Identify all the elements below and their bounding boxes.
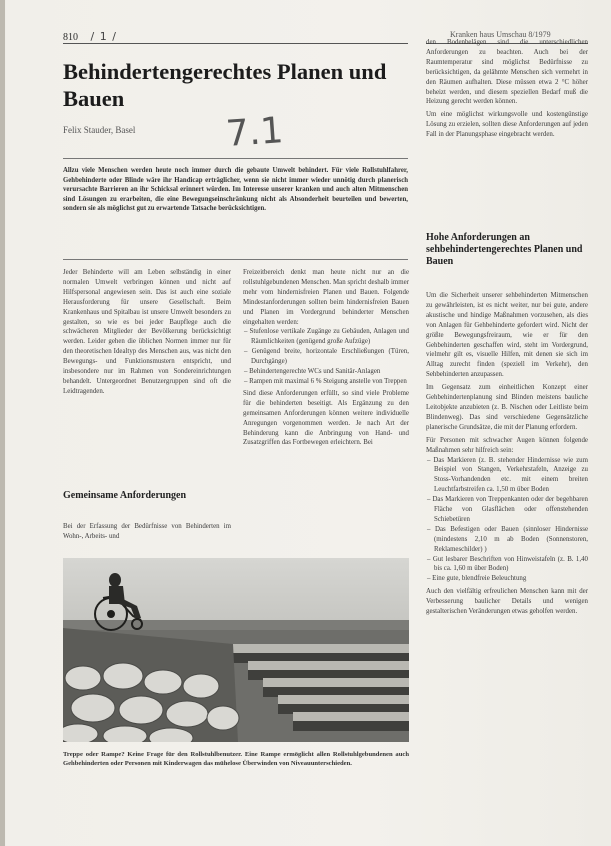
col3-measures-list (426, 456, 588, 585)
wheelchair-ramp-illustration (63, 558, 409, 742)
page-binding-edge (0, 0, 5, 846)
list-item: – Das Markieren (z. B. stehender Hindernisse wie zum Beispiel von Stangen, Verkehrstafeln, Anzeige zu Stoss-Vorhandenden etc. mit einem breiten Leuchtfarbstreifen ca. 1,50 m über Boden (427, 456, 588, 494)
section-heading-visually-impaired: Hohe Anforderungen an sehbehindertengerechtes Planen und Bauen (426, 232, 583, 267)
col3-intro-2: Um eine möglichst wirkungsvolle und kostengünstige Lösung zu erzielen, sollten diese Anforderungen auf jeden Fall in der Planungsphase eingebracht werden. (426, 111, 588, 139)
list-item: – Genügend breite, horizontale Erschließungen (Türen, Durchgänge) (244, 348, 409, 366)
col3-outro: Auch den vielfältig erfreulichen Menschen kann mit der Verbesserung baulicher Details und wenigen gestalterischen Veränderungen etwas geholfen werden. (426, 588, 588, 616)
abstract-rule-top (63, 158, 408, 159)
col3-body-3: Für Personen mit schwacher Augen können folgende Maßnahmen sehr hilfreich sein: (426, 436, 588, 454)
col3-intro: den Bodenbelägen sind die unterschiedlichen Anforderungen zu beachten. Auch bei der Raumtemperatur sind möglichst Bedürfnisse zu berücksichtigen, da gelähmte Menschen sich vermehrt in den Räumen aufhalten. Diese müssen etwa 2 °C höher beheizt werden, und diesem speziellen Bedarf muß die Heizung gerecht werden können. (426, 39, 588, 106)
column-3-body (426, 291, 588, 617)
header-rule (63, 43, 408, 44)
article-abstract: Allzu viele Menschen werden heute noch immer durch die gebaute Umwelt behindert. Für viele Rollstuhlfahrer, Gehbehinderte oder Blinde wäre ihr Handicap erträglicher, wenn sie nicht immer wieder unnötig durch planerisch verursachte Barrieren an ihr Schicksal erinnert würden. Im Interesse unserer kranken und auch alten Mitmenschen sind Lösungen zu erarbeiten, die eine Bewegungseinschränkung nicht als Absonderheit beurteilen und bewerten, sondern sie als möglichst gut zu erwartende Tatsache berücksichtigen. (63, 167, 408, 213)
col3-body-2: Im Gegensatz zum einheitlichen Konzept einer Gehbehindertenplanung sind Blinden meistens bauliche Leitobjekte anzubieten (z. B. Nischen oder Leitliste beim Blindenweg). Das sind verschiedene Gegensätzliche planerische Grundsätze, die mit der Planung erfordern. (426, 384, 588, 431)
column-2 (243, 268, 409, 448)
col1-paragraph-b: Bei der Erfassung der Bedürfnisse von Behinderten im Wohn-, Arbeits- und (63, 523, 231, 540)
column-3-top (426, 38, 588, 140)
page-number: 810 (63, 32, 78, 43)
list-item: – Behindertengerechte WCs und Sanitär-Anlagen (244, 368, 381, 376)
list-item: – Stufenlose vertikale Zugänge zu Gebäuden, Anlagen und Räumlichkeiten (genügend große Aufzüge) (244, 328, 409, 346)
list-item: – Rampen mit maximal 6 % Steigung anstelle von Treppen (244, 377, 407, 385)
col3-body: Um die Sicherheit unserer sehbehinderten Mitmenschen zu gewährleisten, ist es nicht weiter, nur bei gute, andere akustische und hindige Maßnahmen vorzusehen, als dies von Anlagen für Gehbehinderte gefordert wird. Nicht der größte Bewegungsfreiraum, wie er für den Gehbehinderten geschaffen wird, steht im Vordergrund, vielmehr gilt es, visuelle Hilfen, mit denen sie sich im Alltag zurecht finden (speziell im Verkehr), den Sehbehinderten anzupassen. (426, 292, 588, 379)
ramp-photo (63, 558, 409, 742)
handwritten-page-mark: / 1 / (90, 30, 117, 43)
journal-issue: Kranken haus Umschau 8/1979 (450, 30, 551, 39)
col2-requirements-list (243, 327, 409, 386)
list-item: – Das Markieren von Treppenkanten oder der begehbaren Fläche von Glasflächen oder offenstehenden Schiebetüren (427, 496, 588, 523)
col1-paragraph: Jeder Behinderte will am Leben selbständig in einer normalen Umwelt verbringen können und nicht auf Hilfspersonal angewiesen sein. Das ist auch eine soziale Herausforderung für unsere Gesellschaft. Beim Krankenhaus und Spitalbau ist unsere Umwelt besonders zu gestalten, so wie es bei jeder Baupflege auch die schwächeren Mitglieder der Bevölkerung berücksichtigt werden. Leider gehen die üblichen Normen immer nur für den theoretischen Idealtyp des Menschen aus, was nicht den Bewegungs- und Funktionsmustern entspricht, und insbesondere nur im Rahmen von Sondereinrichtungen behandelt. Untergeordnet Benutzergruppen sind oft die Leidtragenden. (63, 269, 231, 395)
list-item: – Gut lesbarer Beschriften von Hinweistafeln (z. B. 1,40 bis ca. 1,60 m über Boden) (427, 555, 588, 573)
photo-caption: Treppe oder Rampe? Keine Frage für den Rollstuhlbenutzer. Eine Rampe ermöglicht allen Rollstuhlgebundenen auch Gehbehinderten oder Personen mit Kinderwagen das mühelose Überwinden von Niveauunterschieden. (63, 751, 409, 767)
article-author: Felix Stauder, Basel (63, 125, 136, 135)
page-header-left (63, 30, 117, 43)
list-item: – Eine gute, blendfreie Beleuchtung (427, 575, 527, 583)
abstract-rule-bottom (63, 259, 408, 260)
article-title: Behindertengerechtes Planen und Bauen (63, 59, 387, 111)
column-1-continued (63, 522, 231, 542)
list-item: – Das Befestigen oder Bauen (sinnloser Hindernisse (mindestens 2,10 m ab Boden (Sonnenstoren, Reklameschilder) ) (427, 525, 588, 553)
col2-outro: Sind diese Anforderungen erfüllt, so sind viele Probleme für die behinderten beseitigt. Als Ergänzung zu den gemeinsamen Anforderungen können weitere individuelle Anregungen vorgenommen werden. Je nach Art der Behinderung kann die Anbringung von Hand- und Zusatzgriffen das Fortbewegen erleichtern. Bei (243, 389, 409, 447)
handwritten-annotation: 7.1 (224, 110, 285, 155)
column-1 (63, 268, 231, 397)
section-heading-common-requirements: Gemeinsame Anforderungen (63, 490, 187, 501)
col2-intro: Freizeitbereich denkt man heute nicht nur an die rollstuhlgebundenen Menschen. Man spricht deshalb immer mehr vom hindernisfreien Planen und Bauen. Folgende Mindestanforderungen sollten beim hindernisfreien Bauen und Planen im Vordergrund behinderter Menschen eingehalten werden: (243, 269, 409, 326)
